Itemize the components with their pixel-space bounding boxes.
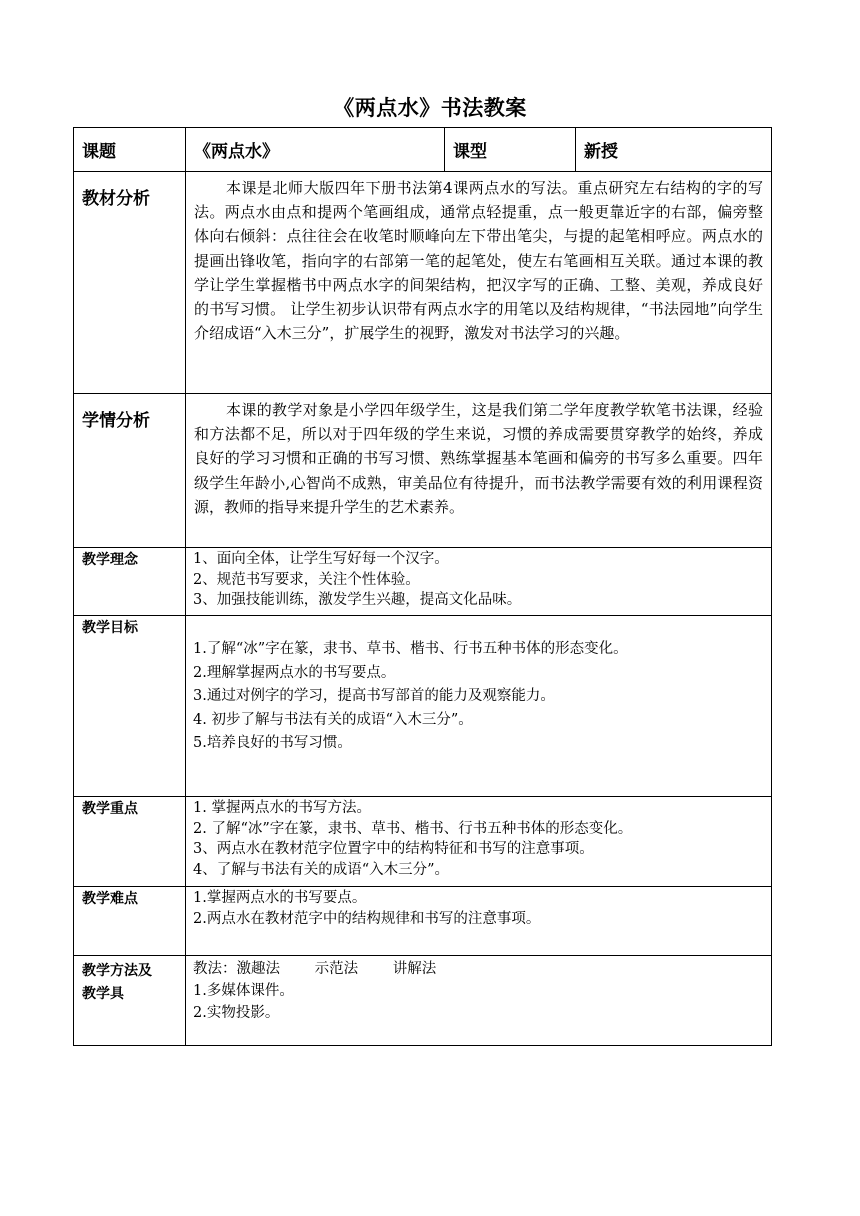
student-analysis-label: 学情分析 xyxy=(74,394,186,548)
list-item: 3.通过对例字的学习，提高书写部首的能力及观察能力。 xyxy=(193,688,555,704)
student-analysis-row xyxy=(74,394,772,548)
objectives-label: 教学目标 xyxy=(74,616,186,797)
material-analysis-text: 本课是北师大版四年下册书法第4课两点水的写法。重点研究左右结构的字的写法。两点水由点和提两个笔画组成，通常点轻提重，点一般更靠近字的右部，偏旁整体向右倾斜：点往往会在收笔时顺峰向左下带出笔尖，与提的起笔相呼应。两点水的提画出锋收笔，指向字的右部第一笔的起笔处，使左右笔画相互关联。通过本课的教学让学生掌握楷书中两点水字的间架结构，把汉字写的正确、工整、美观，养成良好的书写习惯。 让学生初步认识带有两点水字的用笔以及结构规律，“书法园地”向学生介绍成语“入木三分”，扩展学生的视野，激发对书法学习的兴趣。 xyxy=(186,172,772,394)
list-item: 2. 了解“冰”字在篆，隶书、草书、楷书、行书五种书体的形态变化。 xyxy=(193,820,633,837)
material-analysis-row xyxy=(74,172,772,394)
list-item: 教法：激趣法 示范法 讲解法 xyxy=(193,961,437,977)
list-item: 4、了解与书法有关的成语“入木三分”。 xyxy=(193,861,450,878)
objectives-list xyxy=(186,616,772,797)
student-analysis-text: 本课的教学对象是小学四年级学生，这是我们第二学年度教学软笔书法课，经验和方法都不足，所以对于四年级的学生来说，习惯的养成需要贯穿教学的始终，养成良好的学习习惯和正确的书写习惯、熟练掌握基本笔画和偏旁的书写多么重要。四年级学生年龄小,心智尚不成熟，审美品位有待提升，而书法教学需要有效的利用课程资源，教师的指导来提升学生的艺术素养。 xyxy=(186,394,772,548)
list-item: 4. 初步了解与书法有关的成语“入木三分”。 xyxy=(193,711,473,728)
header-row xyxy=(74,128,772,172)
list-item: 1.掌握两点水的书写要点。 xyxy=(193,890,367,906)
key-points-label: 教学重点 xyxy=(74,797,186,887)
type-label: 课型 xyxy=(445,128,576,172)
methods-label-line2: 教学具 xyxy=(82,986,124,1002)
list-item: 2.理解掌握两点水的书写要点。 xyxy=(193,664,396,681)
list-item: 3、加强技能训练，激发学生兴趣，提高文化品味。 xyxy=(193,592,522,608)
lesson-plan-table xyxy=(73,127,772,1046)
key-points-row xyxy=(74,797,772,887)
topic-label: 课题 xyxy=(74,128,186,172)
type-value: 新授 xyxy=(576,128,772,172)
methods-row xyxy=(74,956,772,1046)
page-title: 《两点水》书法教案 xyxy=(333,96,527,120)
methods-label xyxy=(74,956,186,1046)
list-item: 1.了解“冰”字在篆，隶书、草书、楷书、行书五种书体的形态变化。 xyxy=(193,641,628,657)
difficulties-list xyxy=(186,887,772,956)
list-item: 1.多媒体课件。 xyxy=(193,983,294,999)
philosophy-list xyxy=(186,548,772,616)
list-item: 5.培养良好的书写习惯。 xyxy=(193,735,352,751)
material-analysis-label: 教材分析 xyxy=(74,172,186,394)
philosophy-label: 教学理念 xyxy=(74,548,186,616)
key-points-list xyxy=(186,797,772,887)
list-item: 1. 掌握两点水的书写方法。 xyxy=(193,800,371,816)
list-item: 2.实物投影。 xyxy=(193,1005,280,1021)
methods-label-line1: 教学方法及 xyxy=(82,963,152,979)
list-item: 2.两点水在教材范字中的结构规律和书写的注意事项。 xyxy=(193,910,541,927)
topic-value: 《两点水》 xyxy=(186,128,445,172)
difficulties-row xyxy=(74,887,772,956)
methods-list xyxy=(186,956,772,1046)
difficulties-label: 教学难点 xyxy=(74,887,186,956)
list-item: 1、面向全体，让学生写好每一个汉字。 xyxy=(193,551,449,567)
objectives-row xyxy=(74,616,772,797)
list-item: 2、规范书写要求，关注个性体验。 xyxy=(193,571,420,588)
list-item: 3、两点水在教材范字位置字中的结构特征和书写的注意事项。 xyxy=(193,841,594,857)
philosophy-row xyxy=(74,548,772,616)
